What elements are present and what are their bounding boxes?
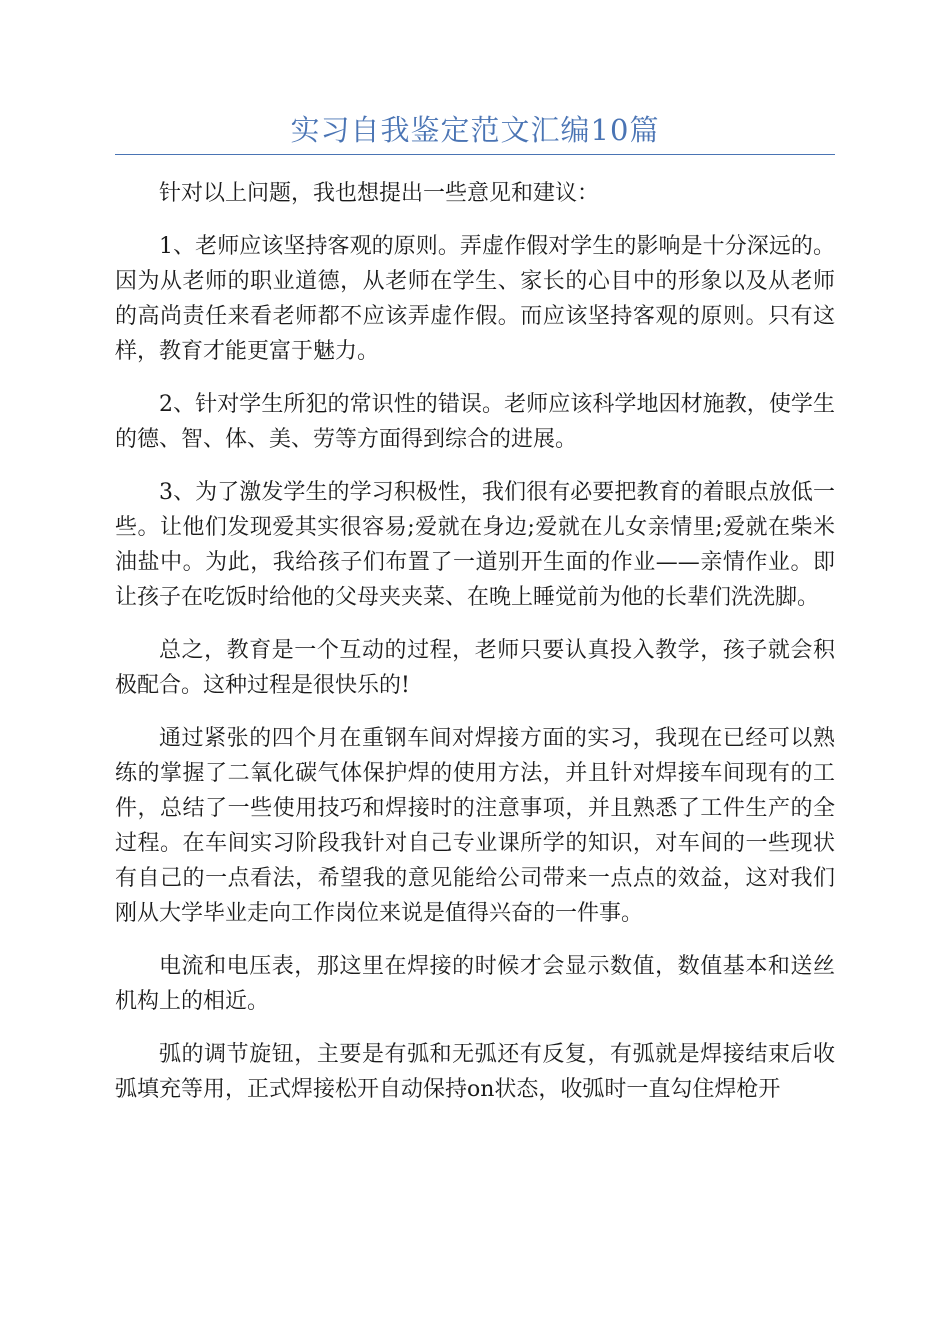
paragraph: 电流和电压表，那这里在焊接的时候才会显示数值，数值基本和送丝机构上的相近。 — [115, 954, 835, 1014]
paragraph: 弧的调节旋钮，主要是有弧和无弧还有反复，有弧就是焊接结束后收弧填充等用，正式焊接松开自动保持on状态，收弧时一直勾住焊枪开 — [115, 1042, 835, 1102]
paragraph: 针对以上问题，我也想提出一些意见和建议： — [159, 181, 600, 206]
paragraph: 3、为了激发学生的学习积极性，我们很有必要把教育的着眼点放低一些。让他们发现爱其实很容易;爱就在身边;爱就在儿女亲情里;爱就在柴米油盐中。为此，我给孩子们布置了一道别开生面的作业——亲情作业。即让孩子在吃饭时给他的父母夹夹菜、在晚上睡觉前为他的长辈们洗洗脚。 — [115, 480, 835, 610]
paragraph: 总之，教育是一个互动的过程，老师只要认真投入教学，孩子就会积极配合。这种过程是很快乐的! — [115, 638, 835, 698]
paragraph: 通过紧张的四个月在重钢车间对焊接方面的实习，我现在已经可以熟练的掌握了二氧化碳气体保护焊的使用方法，并且针对焊接车间现有的工件，总结了一些使用技巧和焊接时的注意事项，并且熟悉了工件生产的全过程。在车间实习阶段我针对自己专业课所学的知识，对车间的一些现状有自己的一点看法，希望我的意见能给公司带来一点点的效益，这对我们刚从大学毕业走向工作岗位来说是值得兴奋的一件事。 — [115, 726, 835, 926]
paragraph: 2、针对学生所犯的常识性的错误。老师应该科学地因材施教，使学生的德、智、体、美、劳等方面得到综合的进展。 — [115, 392, 835, 452]
title-underline — [115, 154, 835, 155]
paragraph: 1、老师应该坚持客观的原则。弄虚作假对学生的影响是十分深远的。因为从老师的职业道德，从老师在学生、家长的心目中的形象以及从老师的高尚责任来看老师都不应该弄虚作假。而应该坚持客观的原则。只有这样，教育才能更富于魅力。 — [115, 234, 835, 364]
document-title: 实习自我鉴定范文汇编10篇 — [290, 113, 660, 147]
document-body — [115, 176, 835, 1125]
